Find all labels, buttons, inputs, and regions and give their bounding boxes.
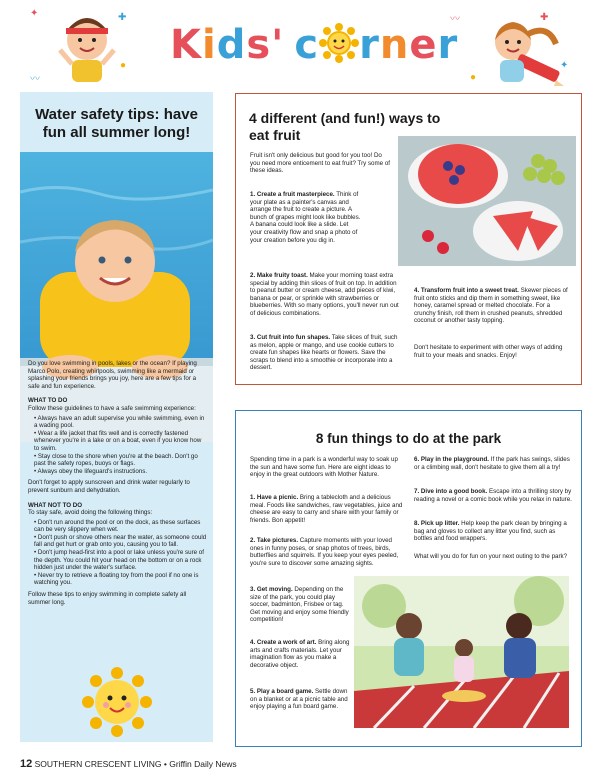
list-item: • Don't push or shove others near the water, as someone could fall and get hurt or grab onto you, causing you to fall. bbox=[34, 534, 208, 549]
list-item: • Always obey the lifeguard's instructions. bbox=[34, 468, 208, 476]
header bbox=[0, 0, 603, 92]
water-safety-intro: Do you love swimming in pools, lakes or the ocean? If playing Marco Polo, creating whirlpools, swimming like a mermaid or splashing your friends brings you joy, here are a few tips for a safe and fun experience. bbox=[28, 360, 197, 390]
what-not-title: WHAT NOT TO DO bbox=[28, 501, 83, 509]
fruit-closing: Don't hesitate to experiment with other ways of adding fruit to your meals and snacks. Enjoy! bbox=[414, 344, 563, 359]
fruit-intro: Fruit isn't only delicious but good for you too! Do you need more enticement to eat fruit? Try some of these ideas. bbox=[250, 152, 390, 175]
confetti-icon: ● bbox=[470, 72, 477, 83]
what-to-do-title: WHAT TO DO bbox=[28, 397, 68, 405]
confetti-icon: ✚ bbox=[118, 12, 127, 23]
sunscreen-tip: Don't forget to apply sunscreen and drink water regularly to prevent sunburn and dehydration. bbox=[28, 479, 190, 494]
water-safety-column bbox=[20, 92, 213, 742]
what-not-intro: To stay safe, avoid doing the following things: bbox=[28, 509, 153, 517]
confetti-icon: 〰 bbox=[30, 74, 40, 85]
park-item-8: 8. Pick up litter. Help keep the park clean by bringing a bag and gloves to collect any litter you find, such as bottles and food wrappers. bbox=[414, 520, 567, 543]
fruit-item-4: 4. Transform fruit into a sweet treat. Skewer pieces of fruit onto sticks and dip them in something sweet, like honey, caramel spread or melted chocolate. For a crunchy finish, roll them in crushed peanuts, shredded coconut or another tasty topping. bbox=[414, 287, 568, 325]
water-safety-heading: Water safety tips: have fun all summer long! bbox=[35, 106, 198, 141]
what-to-do-list bbox=[28, 415, 208, 476]
confetti-icon: ● bbox=[120, 60, 127, 71]
park-item-6: 6. Play in the playground. If the park has swings, slides or a climbing wall, don't hesitate to give them all a try! bbox=[414, 456, 570, 471]
confetti-icon: ✦ bbox=[560, 60, 569, 71]
park-article bbox=[235, 410, 582, 747]
list-item: • Stay close to the shore when you're at the beach. Don't go past the safety ropes, buoys or flags. bbox=[34, 453, 208, 468]
list-item: • Don't jump head-first into a pool or lake unless you're sure of the depth. You could hit your head on the bottom or on a rock hidden just under the water's surface. bbox=[34, 549, 208, 572]
park-intro: Spending time in a park is a wonderful way to soak up the sun and have some fun. Here are eight ideas to enjoy in the great outdoors with Mother Nature. bbox=[250, 456, 398, 479]
park-item-7: 7. Dive into a good book. Escape into a thrilling story by reading a novel or a comic book while you relax in nature. bbox=[414, 488, 572, 503]
park-item-4: 4. Create a work of art. Bring along arts and crafts materials. Let your imagination flow as you make a decorative object. bbox=[250, 639, 350, 669]
what-not-list bbox=[28, 519, 208, 587]
list-item: • Always have an adult supervise you while swimming, even in a wading pool. bbox=[34, 415, 208, 430]
footer-separator: • bbox=[163, 759, 167, 769]
sun-icon bbox=[82, 667, 152, 737]
family-picnic-photo bbox=[354, 576, 569, 728]
fruit-photo bbox=[398, 136, 576, 266]
list-item: • Don't run around the pool or on the dock, as these surfaces can be very slippery when wet. bbox=[34, 519, 208, 534]
park-heading: 8 fun things to do at the park bbox=[315, 431, 502, 446]
confetti-icon: ✦ bbox=[30, 8, 39, 19]
page-title: Kids' c rner bbox=[170, 22, 459, 68]
water-safety-closing: Follow these tips to enjoy swimming in complete safety all summer long. bbox=[28, 591, 187, 606]
park-closing: What will you do for fun on your next outing to the park? bbox=[414, 553, 568, 560]
newspaper-name: Griffin Daily News bbox=[169, 759, 237, 769]
park-item-2: 2. Take pictures. Capture moments with your loved ones in funny poses, or snap photos of trees, birds, butterflies and squirrels. If you keep your eyes peeled, you're sure to discover some amazing sights. bbox=[250, 537, 399, 567]
boy-illustration bbox=[50, 10, 125, 88]
page-footer bbox=[20, 758, 237, 770]
fruit-article bbox=[235, 93, 582, 385]
list-item: • Wear a life jacket that fits well and is correctly fastened whenever you're in a lake or on a boat, even if you know how to swim. bbox=[34, 430, 208, 453]
sun-icon bbox=[319, 23, 359, 63]
confetti-icon: 〰 bbox=[450, 14, 460, 25]
fruit-heading: 4 different (and fun!) ways to eat fruit bbox=[249, 110, 441, 143]
publication-name: SOUTHERN CRESCENT LIVING bbox=[34, 759, 162, 769]
page-number: 12 bbox=[20, 758, 33, 770]
park-item-5: 5. Play a board game. Settle down on a blanket or at a picnic table and enjoy playing a fun board game. bbox=[250, 688, 348, 711]
fruit-item-3: 3. Cut fruit into fun shapes. Take slices of fruit, such as melon, apple or mango, and use cookie cutters to create fun shapes like hearts or flowers. Save the scraps to blend into a smoothie or incorporate into a dessert. bbox=[250, 334, 398, 372]
park-item-3: 3. Get moving. Depending on the size of the park, you could play soccer, badminton, Frisbee or tag. Get moving and enjoy some friendly competition! bbox=[250, 586, 349, 624]
park-item-1: 1. Have a picnic. Bring a tablecloth and a delicious meal. Foods like sandwiches, raw vegetables, juice and cheese are easy to carry and share with your family or friends. Bon appetit! bbox=[250, 494, 403, 524]
water-safety-text bbox=[28, 360, 208, 606]
list-item: • Never try to retrieve a floating toy from the pool if no one is watching you. bbox=[34, 572, 208, 587]
girl-with-pencil-illustration bbox=[478, 14, 568, 92]
fruit-item-2: 2. Make fruity toast. Make your morning toast extra special by adding thin slices of fruit on top. In addition to peanut butter or cream cheese, add pieces of kiwi, banana or pear, or sprinkle with strawberries or blueberries. With so many options, you'll never run out of delicious combinations. bbox=[250, 272, 399, 317]
what-to-do-intro: Follow these guidelines to have a safe swimming experience: bbox=[28, 404, 196, 412]
confetti-icon: ✚ bbox=[540, 12, 549, 23]
fruit-item-1: 1. Create a fruit masterpiece. Think of your plate as a painter's canvas and arrange the fruit to create a picture. A bunch of grapes might look like bubbles. A banana could look like a slide. Let your creativity flow and snap a photo of your creation before you dig in. bbox=[250, 191, 361, 244]
